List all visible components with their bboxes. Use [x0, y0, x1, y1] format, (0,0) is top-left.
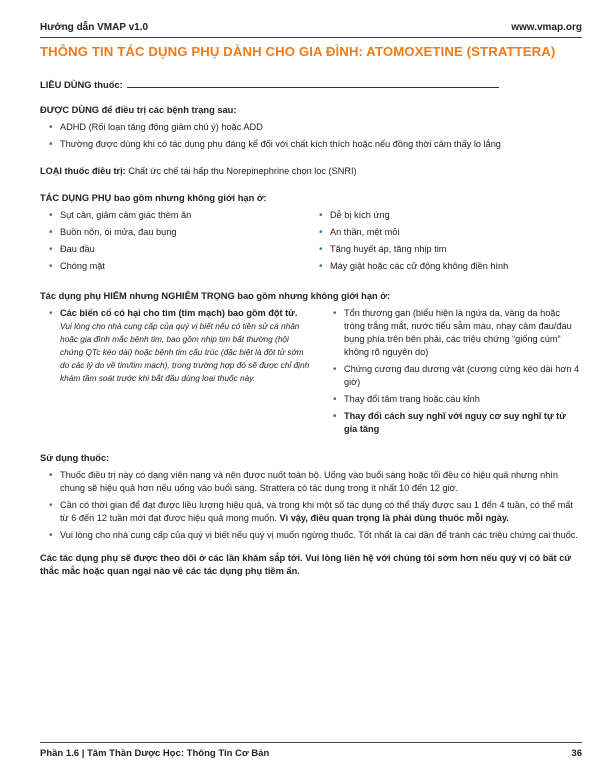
- page-header: [40, 22, 582, 38]
- dosage-blank-line: [127, 78, 499, 88]
- list-item: • Đau đầu: [40, 243, 310, 256]
- heart-events-note: Vui lòng cho nhà cung cấp của quý vị biết nếu có tiền sử cá nhân hoặc gia đình mắc bệnh tim, bao gồm nhịp tim bất thường (hội chứng QTc kéo dài) hoặc bệnh tim cấu trúc (đặc biệt là đột tử sớm do các lý do về tim/tim mạch), trong trường hợp đó sẽ được chỉ định khám tầm soát trước khi bắt đầu dùng loại thuốc này.: [60, 321, 310, 383]
- main-content: [40, 78, 580, 578]
- list-item: • Thay đổi cách suy nghĩ với nguy cơ suy nghĩ tự tử gia tăng: [324, 410, 580, 436]
- list-item: • Thuốc điều trị này có dạng viên nang và nên được nuốt toàn bộ. Uống vào buổi sáng hoặc tối đều có hiệu quả nhưng nhìn chung sẽ hiệu quả hơn nếu uống vào buổi sáng. Strattera có tác dụng trong ít nhất 10 đến 12 giờ.: [40, 469, 580, 495]
- list-item: • Tăng huyết áp, tăng nhịp tim: [310, 243, 580, 256]
- drug-class-value: Chất ức chế tái hấp thu Norepinephrine chọn lọc (SNRI): [125, 166, 357, 176]
- list-item: • Chứng cương đau dương vật (cương cứng kéo dài hơn 4 giờ): [324, 363, 580, 389]
- list-item: • Thường được dùng khi có tác dụng phụ đáng kể đối với chất kích thích hoặc nếu đồng thời cảm thấy lo lắng: [40, 138, 580, 151]
- list-item: • An thần, mệt mỏi: [310, 226, 580, 239]
- serious-effects-columns: [40, 303, 580, 440]
- side-effects-heading: TÁC DỤNG PHỤ bao gồm nhưng không giới hạn ở:: [40, 193, 267, 203]
- list-item: [40, 499, 580, 525]
- list-item: • Buồn nôn, ói mửa, đau bụng: [40, 226, 310, 239]
- side-effects-columns: [40, 205, 580, 277]
- header-guide-name: Hướng dẫn VMAP v1.0: [40, 22, 149, 33]
- list-item: • Dễ bị kích ứng: [310, 209, 580, 222]
- closing-note: Các tác dụng phụ sẽ được theo dõi ở các lần khám sắp tới. Vui lòng liên hệ với chúng tôi sớm hơn nếu quý vị có bất cứ thắc mắc hoặc quan ngại nào về các tác dụng phụ tiềm ẩn.: [40, 553, 572, 576]
- usage-heading: Sử dụng thuốc:: [40, 453, 110, 463]
- usage-item2-bold: Vì vậy, điều quan trọng là phải dùng thuốc mỗi ngày.: [279, 513, 509, 523]
- dosage-label: LIỀU DÙNG thuốc:: [40, 79, 123, 90]
- side-effects-right-list: [310, 209, 580, 277]
- list-item: • Chóng mặt: [40, 260, 310, 273]
- list-item: • Tổn thương gan (biểu hiện là ngứa da, vàng da hoặc tròng trắng mắt, nước tiểu sẫm màu, nhạy cảm đau/đau bụng phía trên bên phải, các triệu chứng “giống cúm” không rõ nguyên do): [324, 307, 580, 359]
- used-for-list: [40, 121, 580, 151]
- header-divider: [40, 37, 582, 38]
- list-item: • Máy giật hoặc các cử động không điền hình: [310, 260, 580, 273]
- list-item: • Sụt cân, giảm cảm giác thèm ăn: [40, 209, 310, 222]
- list-item: • Thay đổi tâm trạng hoặc cáu kỉnh: [324, 393, 580, 406]
- serious-left-list: [40, 307, 324, 440]
- list-item-heart-events: [40, 307, 310, 385]
- page-title: THÔNG TIN TÁC DỤNG PHỤ DÀNH CHO GIA ĐÌNH: ATOMOXETINE (STRATTERA): [40, 44, 556, 59]
- footer-section: Phần 1.6 | Tâm Thần Dược Học: Thông Tin Cơ Bản: [40, 748, 270, 759]
- serious-right-list: [324, 307, 580, 440]
- dosage-field: [40, 78, 580, 91]
- list-item: • ADHD (Rối loạn tăng động giảm chú ý) hoặc ADD: [40, 121, 580, 134]
- usage-list: [40, 469, 580, 542]
- heart-events-bold: Các biến cố có hại cho tim (tim mạch) bao gồm đột tử.: [60, 308, 298, 318]
- list-item: • Vui lòng cho nhà cung cấp của quý vị biết nếu quý vị muốn ngừng thuốc. Tốt nhất là cai dần để tránh các triệu chứng cai thuốc.: [40, 529, 580, 542]
- page-number: 36: [571, 748, 582, 759]
- header-website: www.vmap.org: [511, 22, 582, 33]
- used-for-heading: ĐƯỢC DÙNG để điều trị các bệnh trạng sau:: [40, 105, 237, 115]
- side-effects-left-list: [40, 209, 310, 277]
- footer-divider: [40, 742, 582, 743]
- usage-item2-text: Cần có thời gian để đạt được liều lượng hiệu quả, và trong khi một số tác dụng có thể thấy được sau 1 đến 4 tuần, có thể mất từ 6 đến 12 tuần mới đạt được hiệu quả mong muốn.: [60, 500, 573, 523]
- serious-effects-heading: Tác dụng phụ HIẾM nhưng NGHIÊM TRỌNG bao gồm nhưng không giới hạn ở:: [40, 291, 390, 301]
- drug-class: [40, 165, 580, 178]
- drug-class-label: LOẠI thuốc điều trị:: [40, 166, 126, 176]
